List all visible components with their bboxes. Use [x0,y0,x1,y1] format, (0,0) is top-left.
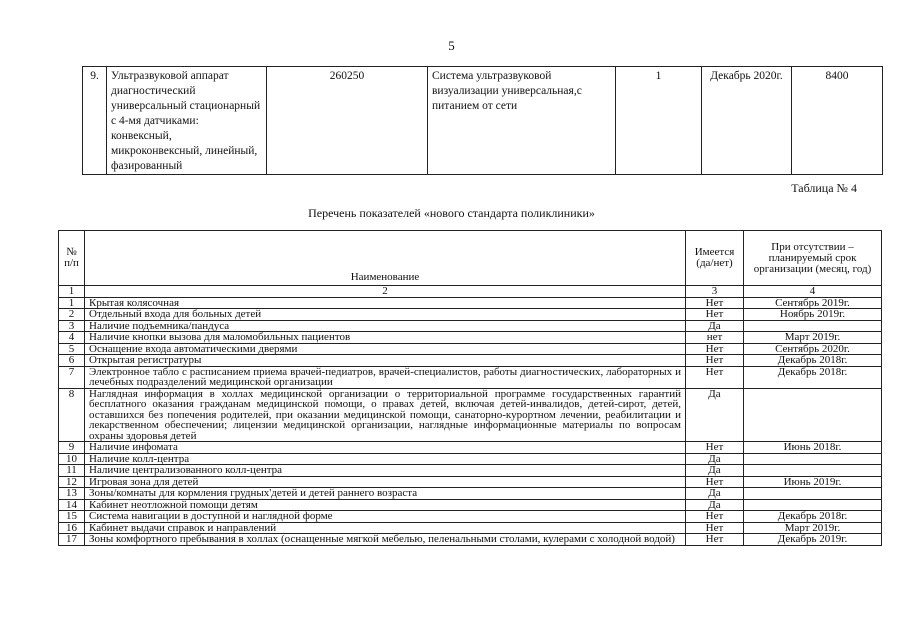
row-number: 16 [59,522,85,534]
indicator-name: Наличие кнопки вызова для маломобильных пациентов [85,332,686,344]
indicator-exists: Нет [686,366,744,388]
indicator-exists: Да [686,465,744,477]
indicator-exists: Да [686,453,744,465]
equipment-description: Система ультразвуковой визуализации универсальная,с питанием от сети [428,67,616,175]
indicator-name: Зоны комфортного пребывания в холлах (оснащенные мягкой мебелью, пеленальными столами, кулерами с холодной водой) [85,534,686,546]
table-row [59,488,882,500]
row-number: 4 [59,332,85,344]
table-row [59,522,882,534]
row-number: 10 [59,453,85,465]
indicators-table [58,230,882,546]
row-number: 14 [59,499,85,511]
indicator-name: Система навигации в доступной и наглядной форме [85,511,686,523]
indicator-exists: Нет [686,355,744,367]
header-exists: Имеется (да/нет) [686,231,744,286]
table-row [59,534,882,546]
table-row [59,465,882,477]
column-number: 4 [744,286,882,298]
indicator-name: Открытая регистратуры [85,355,686,367]
row-number: 9. [83,67,107,175]
column-number: 2 [85,286,686,298]
indicator-exists: нет [686,332,744,344]
indicator-name: Кабинет выдачи справок и направлений [85,522,686,534]
row-number: 3 [59,320,85,332]
equipment-price: 8400 [792,67,883,175]
indicator-name: Зоны/комнаты для кормления грудных'детей и детей раннего возраста [85,488,686,500]
indicator-planned-date [744,465,882,477]
indicator-name: Наглядная информация в холлах медицинской организации о территориальной программе государственных гарантий бесплатного оказания гражданам медицинской помощи, о правах детей, включая детей-инвалидов, детей-сирот, детей, оставшихся без попечения родителей, при оказании медицинской помощи, санаторно-курортном лечении, реабилитации и лекарственном обеспечении; лицензии медицинской организации, наглядные информационные материалы по вопросам охраны здоровья детей [85,388,686,442]
table-row [59,355,882,367]
equipment-code: 260250 [267,67,428,175]
table-row [59,320,882,332]
table-row [59,343,882,355]
indicator-planned-date [744,320,882,332]
indicator-exists: Да [686,388,744,442]
row-number: 8 [59,388,85,442]
table-row [59,511,882,523]
indicator-planned-date: Сентябрь 2020г. [744,343,882,355]
table-row [59,499,882,511]
row-number: 12 [59,476,85,488]
header-planned: При отсутствии – планируемый срок организации (месяц, год) [744,231,882,286]
table-row [59,366,882,388]
table-row [59,332,882,344]
indicator-exists: Нет [686,476,744,488]
indicator-exists: Да [686,499,744,511]
indicator-name: Наличие централизованного колл-центра [85,465,686,477]
indicator-name: Наличие инфомата [85,442,686,454]
row-number: 15 [59,511,85,523]
indicator-name: Оснащение входа автоматическими дверями [85,343,686,355]
table-row [59,442,882,454]
indicator-name: Наличие колл-центра [85,453,686,465]
indicator-planned-date: Декабрь 2018г. [744,511,882,523]
indicator-exists: Нет [686,297,744,309]
row-number: 9 [59,442,85,454]
indicator-planned-date: Март 2019г. [744,332,882,344]
table-caption: Таблица № 4 [791,181,857,195]
page-number: 5 [448,38,455,53]
row-number: 17 [59,534,85,546]
column-number: 3 [686,286,744,298]
table-row [59,297,882,309]
indicator-planned-date: Декабрь 2019г. [744,534,882,546]
indicator-exists: Нет [686,534,744,546]
indicator-exists: Нет [686,343,744,355]
indicator-name: Отдельный входа для больных детей [85,309,686,321]
table-header-row [59,231,882,286]
row-number: 11 [59,465,85,477]
indicator-planned-date: Декабрь 2018г. [744,366,882,388]
row-number: 7 [59,366,85,388]
indicator-planned-date [744,453,882,465]
table-row [59,388,882,442]
row-number: 1 [59,297,85,309]
indicator-planned-date: Ноябрь 2019г. [744,309,882,321]
header-num: № п/п [59,231,85,286]
row-number: 5 [59,343,85,355]
indicator-exists: Нет [686,442,744,454]
row-number: 6 [59,355,85,367]
indicator-planned-date [744,488,882,500]
indicator-exists: Да [686,488,744,500]
indicator-name: Наличие подъемника/пандуса [85,320,686,332]
indicator-planned-date: Июнь 2019г. [744,476,882,488]
equipment-name: Ультразвуковой аппарат диагностический универсальный стационарный с 4-мя датчиками: конвексный, микроконвексный, линейный, фазированный [107,67,267,175]
equipment-table [82,66,883,175]
indicator-exists: Нет [686,522,744,534]
column-number: 1 [59,286,85,298]
indicator-planned-date: Март 2019г. [744,522,882,534]
indicator-planned-date [744,499,882,511]
equipment-quantity: 1 [616,67,702,175]
indicator-name: Игровая зона для детей [85,476,686,488]
indicator-planned-date: Декабрь 2018г. [744,355,882,367]
table-row [59,476,882,488]
indicator-name: Электронное табло с расписанием приема врачей-педиатров, врачей-специалистов, работы диагностических, лабораторных и лечебных подразделений медицинской организации [85,366,686,388]
table-title: Перечень показателей «нового стандарта поликлиники» [308,206,595,220]
table-row [59,309,882,321]
indicator-name: Кабинет неотложной помощи детям [85,499,686,511]
column-number-row [59,286,882,298]
indicator-exists: Нет [686,309,744,321]
indicator-exists: Да [686,320,744,332]
equipment-date: Декабрь 2020г. [702,67,792,175]
row-number: 2 [59,309,85,321]
indicator-planned-date: Сентябрь 2019г. [744,297,882,309]
table-row [83,67,883,175]
indicator-planned-date: Июнь 2018г. [744,442,882,454]
indicator-name: Крытая колясочная [85,297,686,309]
header-name: Наименование [85,231,686,286]
row-number: 13 [59,488,85,500]
table-row [59,453,882,465]
indicator-planned-date [744,388,882,442]
indicator-exists: Нет [686,511,744,523]
